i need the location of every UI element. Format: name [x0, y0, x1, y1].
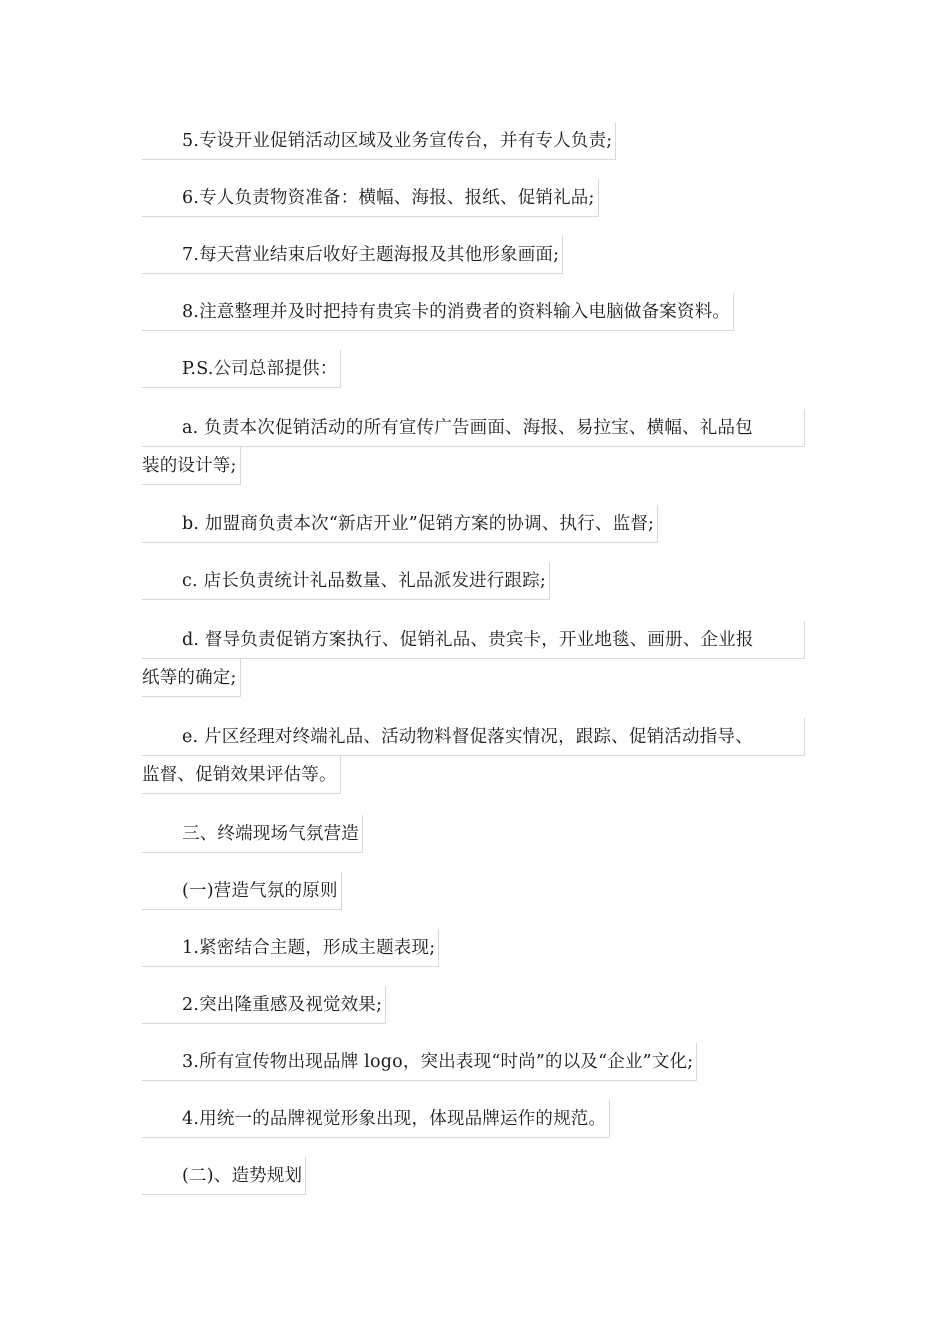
paragraph-line: 纸等的确定; [142, 659, 241, 697]
principle-item-2 [142, 986, 386, 1024]
paragraph-item-c [142, 562, 550, 600]
paragraph-line: 6.专人负责物资准备：横幅、海报、报纸、促销礼品; [142, 179, 599, 217]
paragraph-item-a [142, 409, 805, 485]
paragraph-line: 7.每天营业结束后收好主题海报及其他形象画面; [142, 236, 563, 274]
paragraph-line: 5.专设开业促销活动区域及业务宣传台，并有专人负责; [142, 122, 616, 160]
subsection-heading-2 [142, 1157, 306, 1195]
paragraph-line: a. 负责本次促销活动的所有宣传广告画面、海报、易拉宝、横幅、礼品包 [142, 409, 805, 447]
paragraph-item-b [142, 505, 658, 543]
paragraph-line: 3.所有宣传物出现品牌 logo，突出表现“时尚”的以及“企业”文化; [142, 1043, 697, 1081]
paragraph-line: c. 店长负责统计礼品数量、礼品派发进行跟踪; [142, 562, 550, 600]
paragraph-line: b. 加盟商负责本次“新店开业”促销方案的协调、执行、监督; [142, 505, 658, 543]
subsection-heading-1 [142, 872, 342, 910]
principle-item-4 [142, 1100, 610, 1138]
paragraph-item-d [142, 621, 805, 697]
principle-item-1 [142, 929, 439, 967]
paragraph-line: 三、终端现场气氛营造 [142, 815, 363, 853]
paragraph-item-5 [142, 122, 616, 160]
paragraph-line: 2.突出隆重感及视觉效果; [142, 986, 386, 1024]
paragraph-line: (一)营造气氛的原则 [142, 872, 342, 910]
paragraph-line: e. 片区经理对终端礼品、活动物料督促落实情况，跟踪、促销活动指导、 [142, 718, 805, 756]
paragraph-line: P.S.公司总部提供： [142, 350, 341, 388]
paragraph-line: 监督、促销效果评估等。 [142, 756, 341, 794]
section-heading-3 [142, 815, 363, 853]
paragraph-line: 4.用统一的品牌视觉形象出现，体现品牌运作的规范。 [142, 1100, 610, 1138]
principle-item-3 [142, 1043, 697, 1081]
paragraph-line: 1.紧密结合主题，形成主题表现; [142, 929, 439, 967]
paragraph-item-6 [142, 179, 599, 217]
paragraph-line: 装的设计等; [142, 447, 241, 485]
paragraph-item-e [142, 718, 805, 794]
paragraph-item-8 [142, 293, 734, 331]
paragraph-ps-heading [142, 350, 341, 388]
paragraph-line: (二)、造势规划 [142, 1157, 306, 1195]
paragraph-line: d. 督导负责促销方案执行、促销礼品、贵宾卡，开业地毯、画册、企业报 [142, 621, 805, 659]
paragraph-line: 8.注意整理并及时把持有贵宾卡的消费者的资料输入电脑做备案资料。 [142, 293, 734, 331]
paragraph-item-7 [142, 236, 563, 274]
